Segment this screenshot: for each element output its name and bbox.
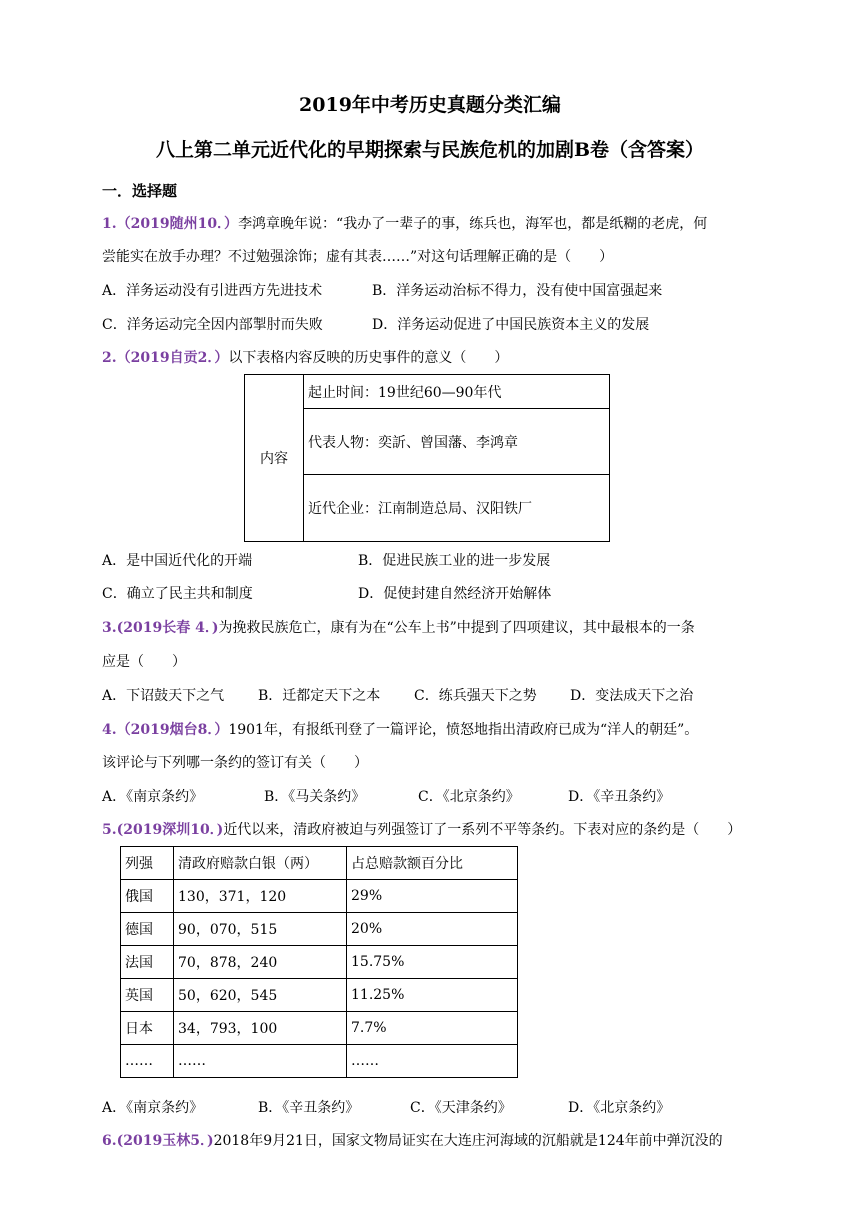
table-cell: 15.75% [347,946,518,979]
table-row [121,979,518,1012]
option-d: D．变法成天下之治 [570,688,694,704]
option-c: C．确立了民主共和制度 [102,586,253,602]
option-a: A．洋务运动没有引进西方先进技术 [102,283,323,299]
question-5-table [120,846,518,1078]
table-header-row [121,847,518,880]
document-subtitle: 八上第二单元近代化的早期探索与民族危机的加剧B卷（含答案） [155,139,705,161]
question-text: 以下表格内容反映的历史事件的意义（ ） [228,350,509,366]
table-cell: 法国 [121,946,174,979]
option-c: C．洋务运动完全因内部掣肘而失败 [102,317,323,333]
question-text: 近代以来，清政府被迫与列强签订了一系列不平等条约。下表对应的条约是（ ） [223,822,742,838]
question-4 [102,720,698,740]
question-3 [102,618,695,638]
table-cell: 90，070，515 [174,913,347,946]
table-cell: 日本 [121,1012,174,1045]
table-cell: 130，371，120 [174,880,347,913]
question-text: 2018年9月21日，国家文物局证实在大连庄河海域的沉船就是124年前中弹沉没的 [213,1133,723,1149]
document-title: 2019年中考历史真题分类汇编 [299,94,561,116]
option-a: A．是中国近代化的开端 [102,553,253,569]
table-cell: 34，793，100 [174,1012,347,1045]
question-1 [102,214,707,234]
table-cell: 近代企业：江南制造总局、汉阳铁厂 [304,475,610,542]
table-row [121,913,518,946]
question-text-cont: 尝能实在放手办理？不过勉强涂饰；虚有其表……”对这句话理解正确的是（ ） [102,249,614,265]
option-b: B．迁都定天下之本 [258,688,381,704]
question-number: 6.(2019玉林5．) [102,1133,214,1149]
option-b: B．洋务运动治标不得力，没有使中国富强起来 [372,283,663,299]
option-a: A．下诏鼓天下之气 [102,688,225,704]
table-cell: 英国 [121,979,174,1012]
section-heading: 一．选择题 [102,182,178,200]
question-number: 1.（2019随州10．） [102,216,239,232]
question-number: 5.(2019深圳10．) [102,822,224,838]
option-b: B．促进民族工业的进一步发展 [358,553,551,569]
table-cell: 20% [347,913,518,946]
table-cell: 代表人物：奕訢、曾国藩、李鸿章 [304,409,610,475]
option-a: A．《南京条约》 [102,789,204,805]
table-row [121,1045,518,1078]
table-cell: 11.25% [347,979,518,1012]
question-text: 为挽救民族危亡，康有为在“公车上书”中提到了四项建议，其中最根本的一条 [218,620,695,636]
table-cell: 德国 [121,913,174,946]
question-number: 3.(2019长春 4．) [102,620,219,636]
question-text: 李鸿章晚年说：“我办了一辈子的事，练兵也，海军也，都是纸糊的老虎，何 [238,216,708,232]
table-cell: 7.7% [347,1012,518,1045]
table-row [121,946,518,979]
question-text: 1901年，有报纸刊登了一篇评论，愤怒地指出清政府已成为“洋人的朝廷”。 [228,722,699,738]
option-b: B．《辛丑条约》 [258,1100,360,1116]
question-2 [102,348,508,368]
question-number: 2.（2019自贡2．） [102,350,229,366]
option-d: D．《北京条约》 [568,1100,671,1116]
question-text-cont: 应是（ ） [102,654,186,670]
option-a: A．《南京条约》 [102,1100,204,1116]
question-number: 4.（2019烟台8．） [102,722,229,738]
option-d: D．《辛丑条约》 [568,789,671,805]
question-5 [102,820,741,840]
table-row [121,880,518,913]
table-row [121,1012,518,1045]
table-cell: …… [121,1045,174,1078]
option-c: C．《北京条约》 [418,789,520,805]
table-cell: 俄国 [121,880,174,913]
table-cell: 70，878，240 [174,946,347,979]
table-header-cell: 占总赔款额百分比 [347,847,518,880]
option-c: C．《天津条约》 [410,1100,512,1116]
table-cell: …… [174,1045,347,1078]
option-d: D．促使封建自然经济开始解体 [358,586,552,602]
table-header-cell: 清政府赔款白银（两） [174,847,347,880]
question-6 [102,1131,723,1151]
question-text-cont: 该评论与下列哪一条约的签订有关（ ） [102,755,368,771]
option-c: C．练兵强天下之势 [414,688,537,704]
table-header-cell: 列强 [121,847,174,880]
question-2-table [244,374,610,542]
table-cell: 50，620，545 [174,979,347,1012]
table-cell: 起止时间：19世纪60—90年代 [304,375,610,409]
option-b: B．《马关条约》 [264,789,366,805]
table-cell: 29% [347,880,518,913]
option-d: D．洋务运动促进了中国民族资本主义的发展 [372,317,650,333]
table-cell: …… [347,1045,518,1078]
table-header-cell: 内容 [245,375,304,542]
